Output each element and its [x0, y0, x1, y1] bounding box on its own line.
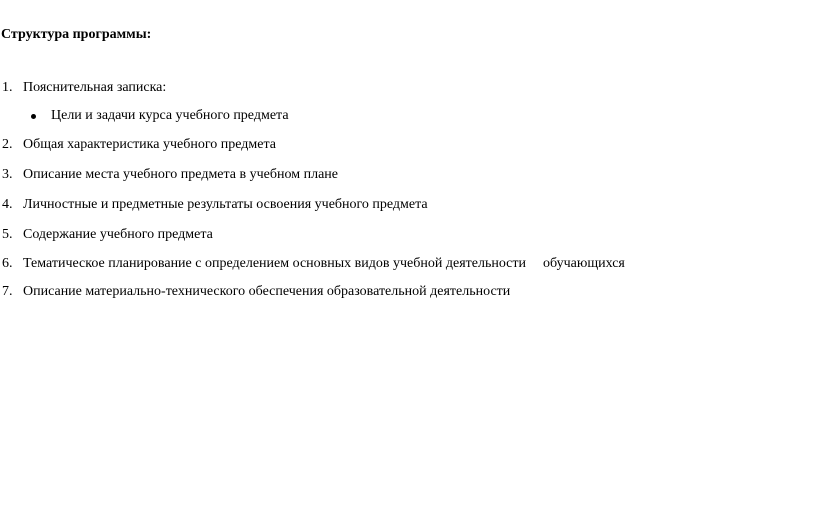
- list-item-number: 4.: [2, 197, 13, 212]
- list-item-text: Тематическое планирование с определением основных видов учебной деятельности: [23, 256, 527, 271]
- list-item-number: 1.: [2, 80, 13, 95]
- sub-list-item-text: Цели и задачи курса учебного предмета: [51, 108, 289, 123]
- list-item-number: 5.: [2, 227, 13, 242]
- bullet-icon: [31, 114, 36, 119]
- list-item-text-wrapper: [23, 255, 625, 273]
- document-heading: Структура программы:: [1, 27, 152, 42]
- list-item-number: 7.: [2, 284, 13, 299]
- list-item-number: 2.: [2, 137, 13, 152]
- list-item-text: Описание места учебного предмета в учебном плане: [23, 167, 338, 182]
- list-item-text: Пояснительная записка:: [23, 80, 167, 95]
- list-item-text-continuation: обучающихся: [543, 256, 625, 271]
- list-item-text: Личностные и предметные результаты освоения учебного предмета: [23, 197, 428, 212]
- list-item-text: Описание материально-технического обеспечения образовательной деятельности: [23, 284, 511, 299]
- list-item-number: 3.: [2, 167, 13, 182]
- list-item-text: Общая характеристика учебного предмета: [23, 137, 276, 152]
- list-item-number: 6.: [2, 256, 13, 271]
- list-item-text: Содержание учебного предмета: [23, 227, 213, 242]
